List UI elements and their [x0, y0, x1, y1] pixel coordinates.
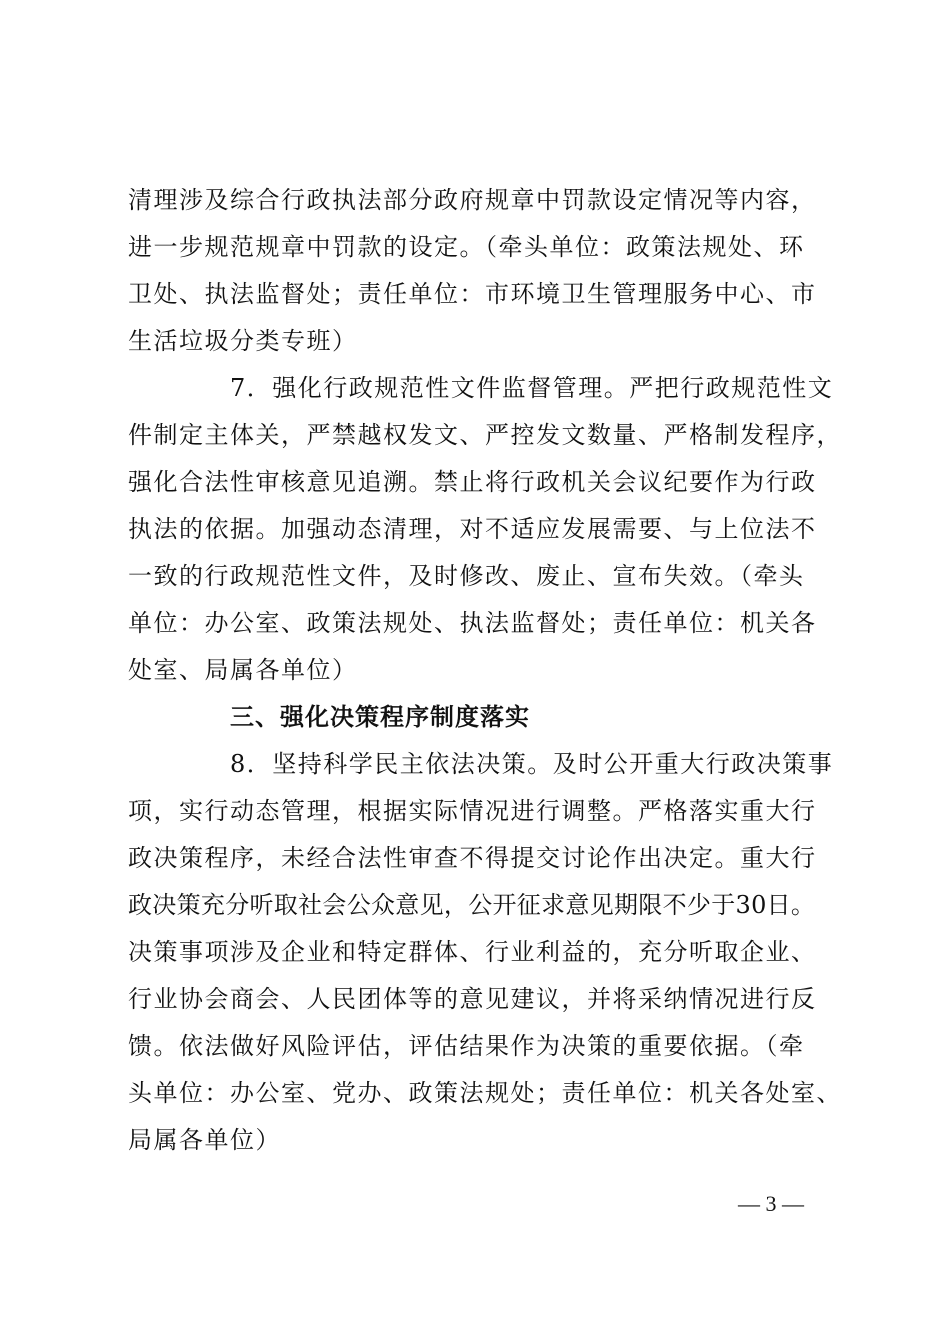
paragraph-line: 7．强化行政规范性文件监督管理。严把行政规范性文	[230, 374, 834, 402]
paragraph-line: 处室、局属各单位）	[128, 656, 358, 684]
paragraph-line: 行业协会商会、人民团体等的意见建议，并将采纳情况进行反	[128, 985, 817, 1013]
paragraph-line: 单位：办公室、政策法规处、执法监督处；责任单位：机关各	[128, 609, 817, 637]
paragraph-line: 进一步规范规章中罚款的设定。（牵头单位：政策法规处、环	[128, 233, 805, 261]
section-heading: 三、强化决策程序制度落实	[230, 703, 530, 731]
paragraph-line: 强化合法性审核意见追溯。禁止将行政机关会议纪要作为行政	[128, 468, 817, 496]
paragraph-line: 件制定主体关，严禁越权发文、严控发文数量、严格制发程序，	[128, 421, 842, 449]
paragraph-line: 馈。依法做好风险评估，评估结果作为决策的重要依据。（牵	[128, 1032, 805, 1060]
page-number: — 3 —	[738, 1191, 804, 1216]
paragraph-line: 项，实行动态管理，根据实际情况进行调整。严格落实重大行	[128, 797, 817, 825]
paragraph-line: 清理涉及综合行政执法部分政府规章中罚款设定情况等内容，	[128, 186, 817, 214]
paragraph-line: 局属各单位）	[128, 1126, 281, 1154]
paragraph-line: 一致的行政规范性文件，及时修改、废止、宣布失效。（牵头	[128, 562, 805, 590]
paragraph-line: 决策事项涉及企业和特定群体、行业利益的，充分听取企业、	[128, 938, 817, 966]
paragraph-line: 8．坚持科学民主依法决策。及时公开重大行政决策事	[230, 750, 834, 778]
paragraph-line: 政决策充分听取社会公众意见，公开征求意见期限不少于30日。	[128, 891, 816, 919]
paragraph-line: 政决策程序，未经合法性审查不得提交讨论作出决定。重大行	[128, 844, 817, 872]
paragraph-line: 执法的依据。加强动态清理，对不适应发展需要、与上位法不	[128, 515, 817, 543]
paragraph-line: 卫处、执法监督处；责任单位：市环境卫生管理服务中心、市	[128, 280, 817, 308]
paragraph-line: 头单位：办公室、党办、政策法规处；责任单位：机关各处室、	[128, 1079, 842, 1107]
paragraph-line: 生活垃圾分类专班）	[128, 327, 358, 355]
